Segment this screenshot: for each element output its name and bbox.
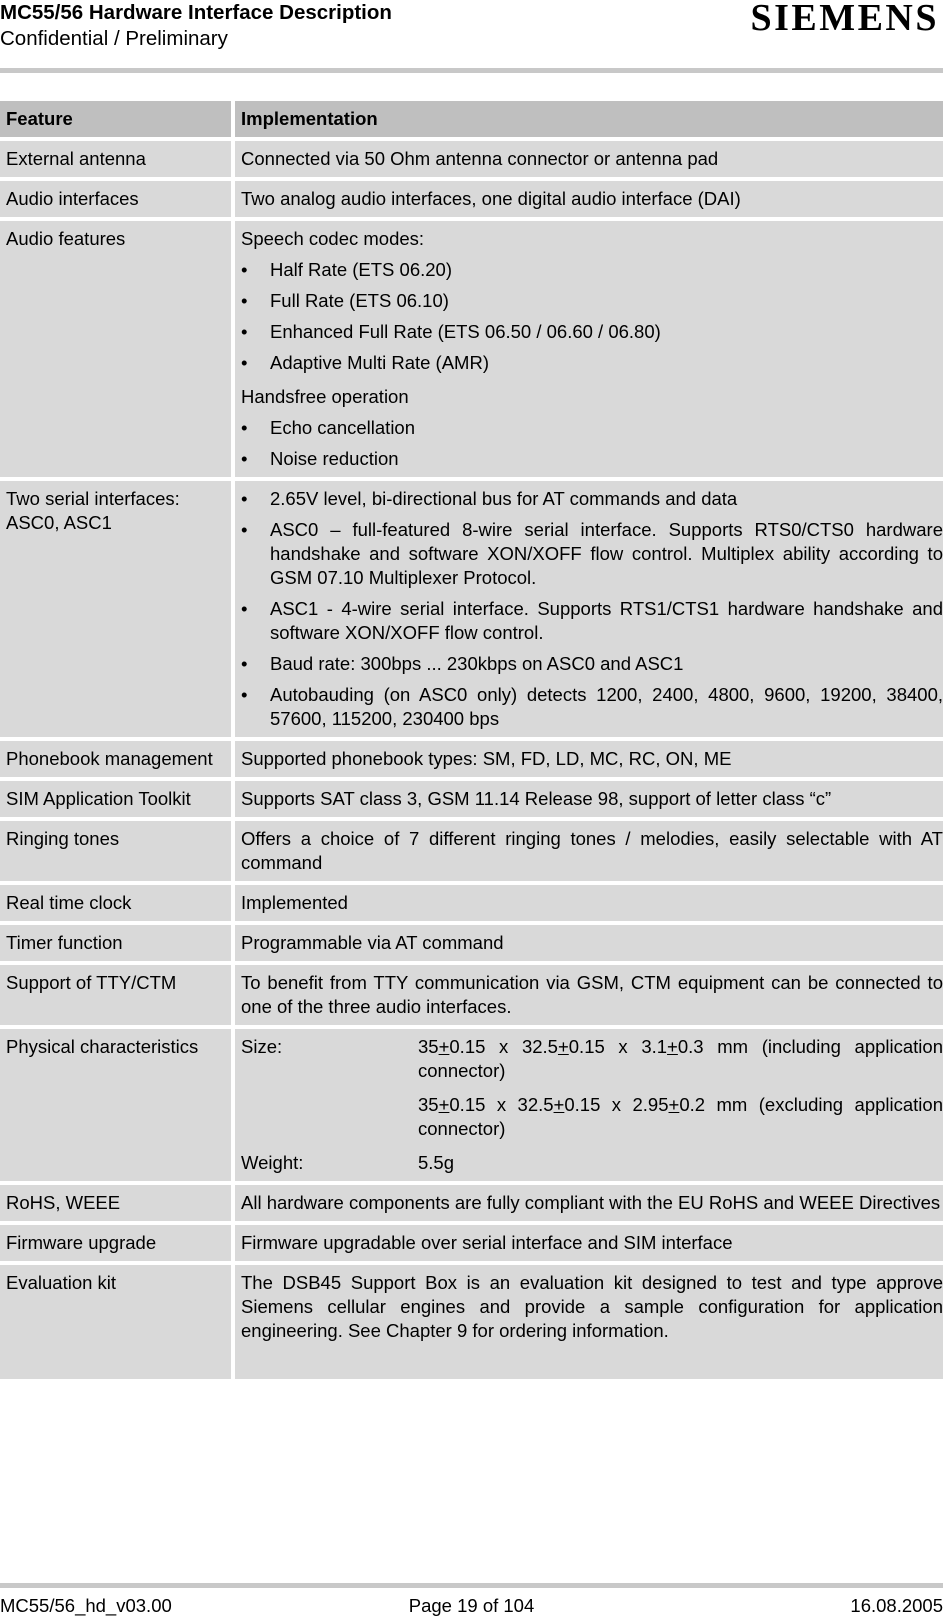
list-item: • Enhanced Full Rate (ETS 06.50 / 06.60 / 06.80) [241,320,943,344]
implementation-cell: Offers a choice of 7 different ringing tones / melodies, easily selectable with AT command [233,819,943,883]
feature-cell: Evaluation kit [0,1263,233,1379]
implementation-cell: To benefit from TTY communication via GSM, CTM equipment can be connected to one of the three audio interfaces. [233,963,943,1027]
list-item: • Autobauding (on ASC0 only) detects 1200, 2400, 4800, 9600, 19200, 38400, 57600, 115200, 230400 bps [241,683,943,731]
implementation-cell: Supports SAT class 3, GSM 11.14 Release 98, support of letter class “c” [233,779,943,819]
implementation-cell: Implemented [233,883,943,923]
feature-cell: External antenna [0,139,233,179]
feature-cell: Firmware upgrade [0,1223,233,1263]
speech-codec-list [241,258,943,375]
list-item: • Echo cancellation [241,416,943,440]
size-including-value: 35+0.15 x 32.5+0.15 x 3.1+0.3 mm (including application connector) [418,1036,943,1081]
speech-codec-heading: Speech codec modes: [241,228,425,249]
table-row [0,139,943,179]
handsfree-heading: Handsfree operation [241,386,409,407]
table-row [0,179,943,219]
table-row [0,1223,943,1263]
footer-page-number: Page 19 of 104 [408,1595,535,1616]
size-excluding-value: 35+0.15 x 32.5+0.15 x 2.95+0.2 mm (excluding application connector) [418,1094,943,1139]
feature-cell: Physical characteristics [0,1027,233,1183]
table-row [0,819,943,883]
list-item: • Half Rate (ETS 06.20) [241,258,943,282]
feature-cell: Two serial interfaces: ASC0, ASC1 [0,479,233,739]
table-row [0,1263,943,1379]
implementation-cell: Firmware upgradable over serial interface and SIM interface [233,1223,943,1263]
document-title: MC55/56 Hardware Interface Description [0,1,392,24]
list-item: • 2.65V level, bi-directional bus for AT commands and data [241,487,943,511]
list-item: • Baud rate: 300bps ... 230kbps on ASC0 and ASC1 [241,652,943,676]
weight-value: 5.5g [418,1152,455,1173]
handsfree-list [241,416,943,471]
implementation-cell [233,1027,943,1183]
list-item: • ASC0 – full-featured 8-wire serial interface. Supports RTS0/CTS0 hardware handshake and software XON/XOFF flow control. Multiplex ability according to GSM 07.10 Multiplexer Protocol. [241,518,943,590]
serial-list [241,487,943,731]
footer-doc-id: MC55/56_hd_v03.00 [0,1595,172,1616]
table-row [0,883,943,923]
column-header-implementation: Implementation [233,101,943,139]
feature-cell: Ringing tones [0,819,233,883]
physical-grid [241,1035,943,1175]
implementation-cell: Connected via 50 Ohm antenna connector or antenna pad [233,139,943,179]
table-row [0,479,943,739]
table-row [0,963,943,1027]
feature-cell: Real time clock [0,883,233,923]
implementation-cell [233,1263,943,1379]
table-row [0,1183,943,1223]
implementation-cell: Two analog audio interfaces, one digital audio interface (DAI) [233,179,943,219]
table-row [0,739,943,779]
table-row [0,1027,943,1183]
implementation-cell: Supported phonebook types: SM, FD, LD, MC, RC, ON, ME [233,739,943,779]
feature-cell: Phonebook management [0,739,233,779]
feature-cell: Audio interfaces [0,179,233,219]
implementation-cell [233,479,943,739]
feature-cell: SIM Application Toolkit [0,779,233,819]
feature-cell: Audio features [0,219,233,479]
header-rule [0,68,943,73]
table-row [0,923,943,963]
list-item: • Full Rate (ETS 06.10) [241,289,943,313]
feature-cell: Support of TTY/CTM [0,963,233,1027]
table-row [0,779,943,819]
table-header-row [0,101,943,139]
list-item: • Adaptive Multi Rate (AMR) [241,351,943,375]
siemens-logo: SIEMENS [750,0,939,39]
weight-label: Weight: [241,1152,304,1173]
document-subtitle: Confidential / Preliminary [0,27,228,50]
feature-table [0,101,943,1379]
implementation-cell: All hardware components are fully compliant with the EU RoHS and WEEE Directives [233,1183,943,1223]
table-row [0,219,943,479]
footer-rule [0,1583,943,1588]
footer-date: 16.08.2005 [850,1595,943,1616]
list-item: • ASC1 - 4-wire serial interface. Supports RTS1/CTS1 hardware handshake and software XON/XOFF flow control. [241,597,943,645]
implementation-cell [233,219,943,479]
evaluation-kit-text: The DSB45 Support Box is an evaluation kit designed to test and type approve Siemens cellular engines and provide a sample configuration for application engineering. See Chapter 9 for ordering information. [241,1272,943,1341]
implementation-cell: Programmable via AT command [233,923,943,963]
feature-cell: Timer function [0,923,233,963]
column-header-feature: Feature [0,101,233,139]
feature-cell: RoHS, WEEE [0,1183,233,1223]
list-item: • Noise reduction [241,447,943,471]
size-label: Size: [241,1036,283,1057]
